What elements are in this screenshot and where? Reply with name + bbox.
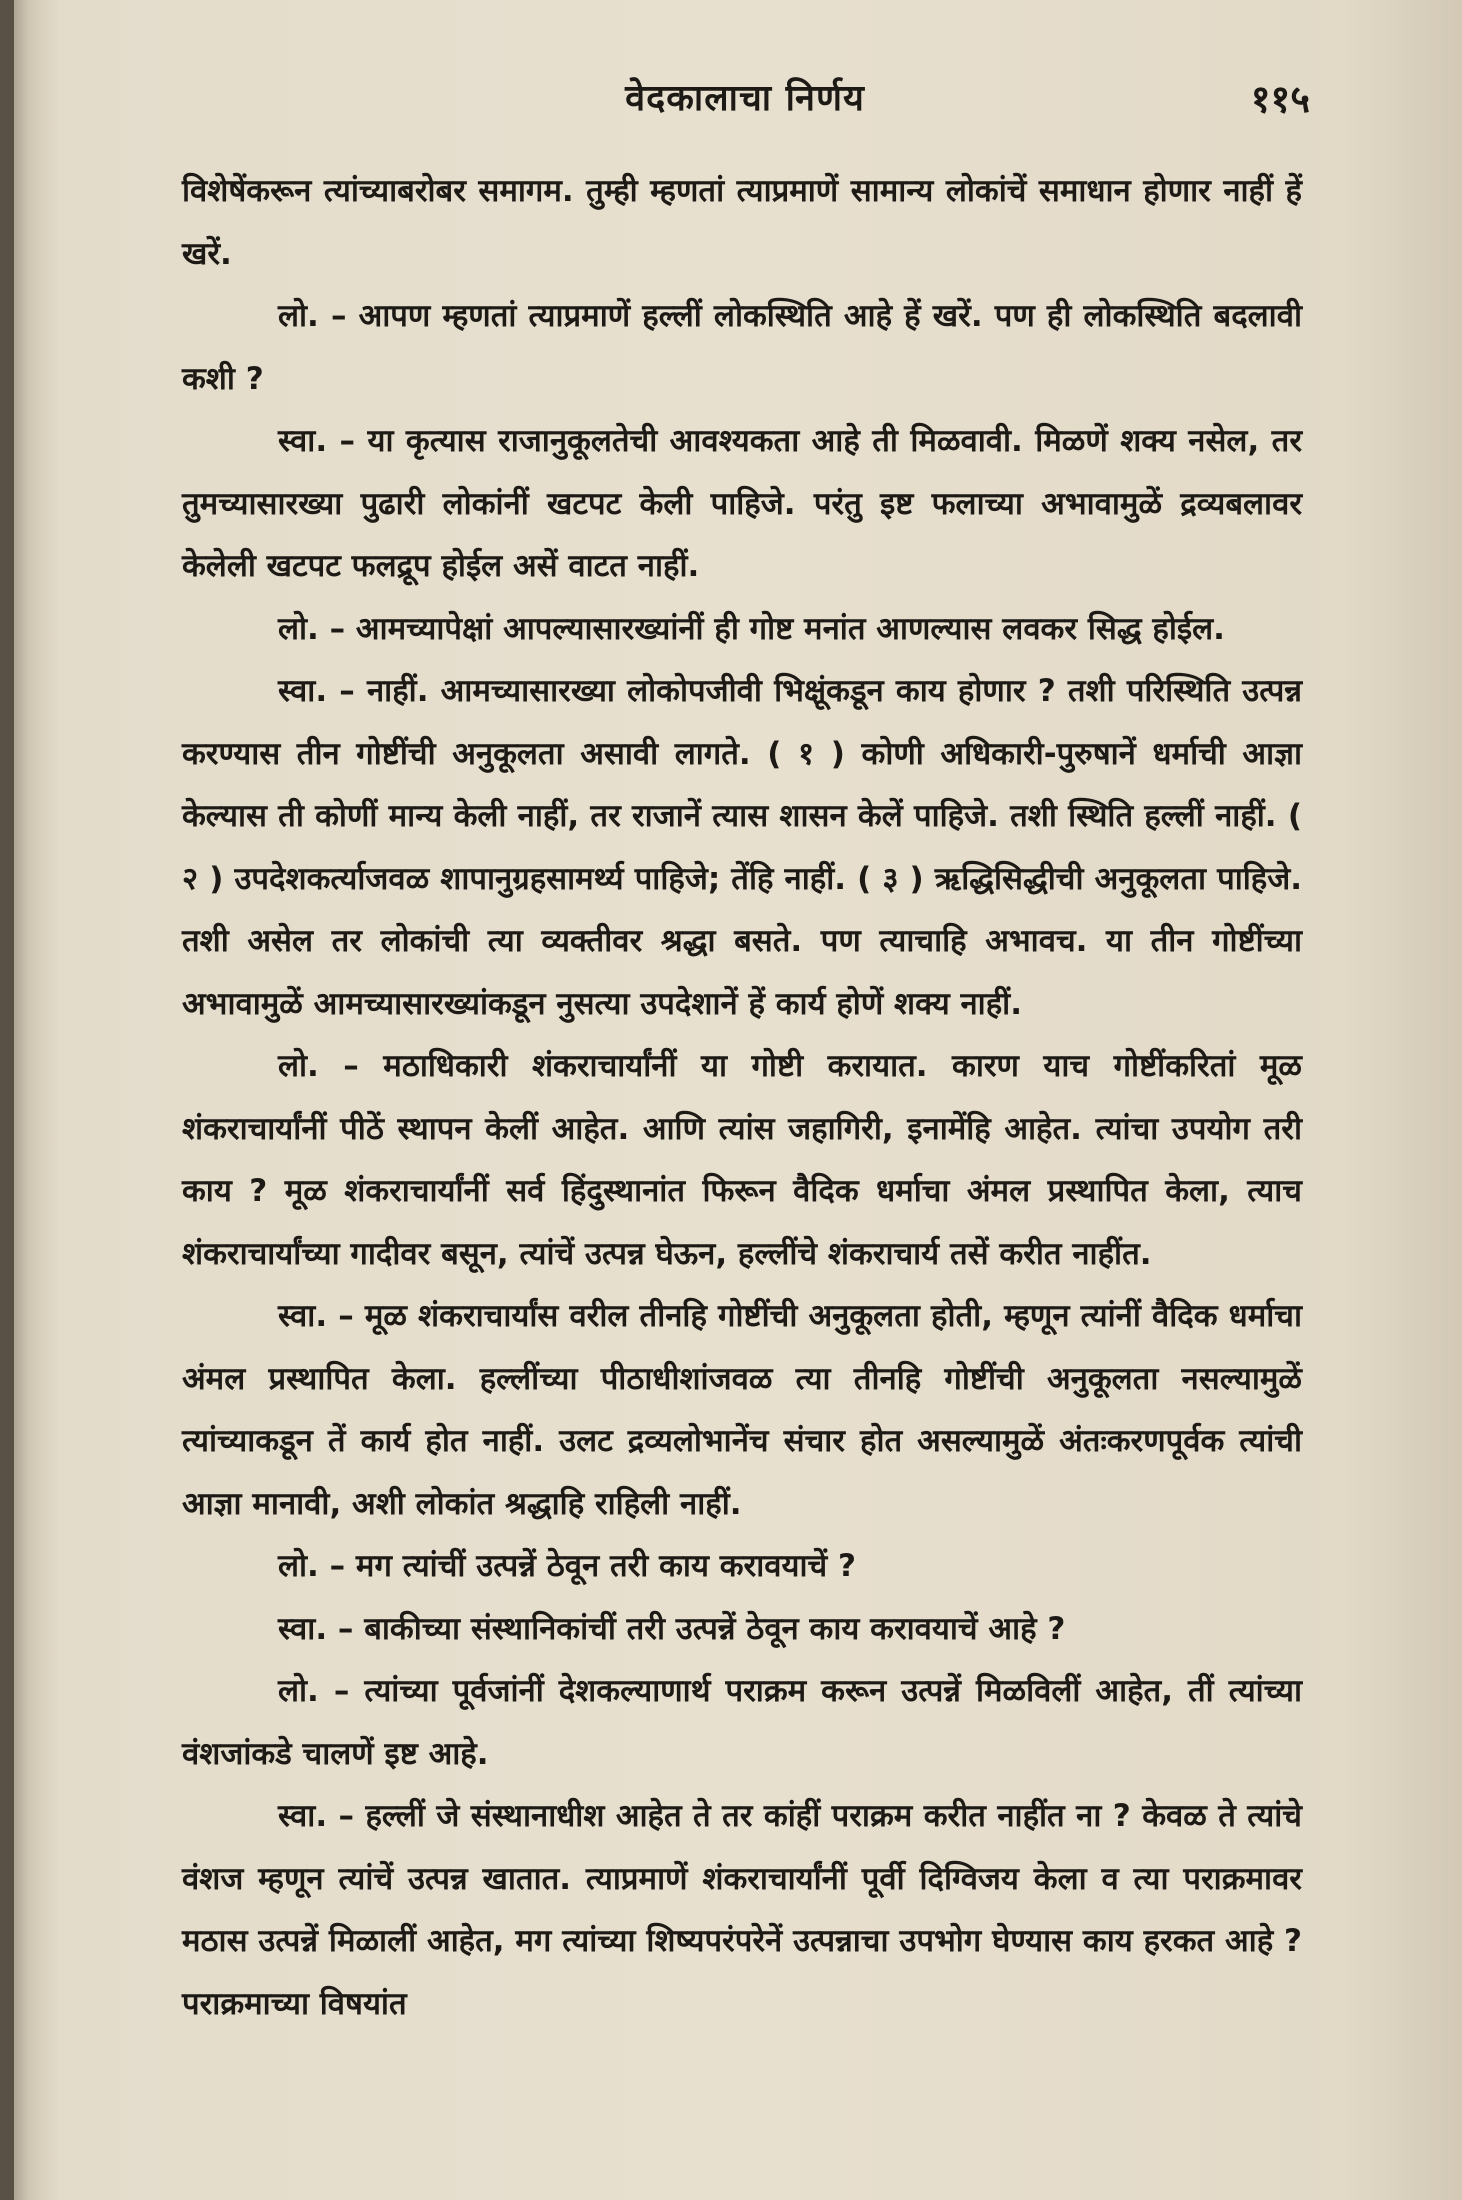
speaker-label: लो. – [278, 1548, 356, 1584]
paragraph-text: मठाधिकारी शंकराचार्यांनीं या गोष्टी करायात. कारण याच गोष्टींकरितां मूळ शंकराचार्यांनीं पीठें स्थापन केलीं आहेत. आणि त्यांस जहागिरी, इनामेंहि आहेत. त्यांचा उपयोग तरी काय ? मूळ शंकराचार्यांनीं सर्व हिंदुस्थानांत फिरून वैदिक धर्माचा अंमल प्रस्थापित केला, त्याच शंकराचार्यांच्या गादीवर बसून, त्यांचें उत्पन्न घेऊन, हल्लींचे शंकराचार्य तसें करीत नाहींत. [182, 1048, 1302, 1272]
paragraph-text: आपण म्हणतां त्याप्रमाणें हल्लीं लोकस्थिति आहे हें खरें. पण ही लोकस्थिति बदलावी कशी ? [182, 298, 1302, 397]
paragraph-text: त्यांच्या पूर्वजांनीं देशकल्याणार्थ पराक्रम करून उत्पन्नें मिळविलीं आहेत, तीं त्यांच्या वंशजांकडे चालणें इष्ट आहे. [182, 1673, 1302, 1772]
speaker-label: स्वा. – [278, 1798, 366, 1834]
paragraph-text: मग त्यांचीं उत्पन्नें ठेवून तरी काय करावयाचें ? [355, 1548, 856, 1584]
paragraph [182, 410, 1302, 598]
paragraph [182, 1285, 1302, 1535]
paragraph [182, 1785, 1302, 2035]
paragraph-text: विशेषेंकरून त्यांच्याबरोबर समागम. तुम्ही म्हणतां त्याप्रमाणें सामान्य लोकांचें समाधान होणार नाहीं हें खरें. [182, 173, 1302, 272]
paragraph [182, 1035, 1302, 1285]
body-text [182, 160, 1302, 2035]
paragraph [182, 160, 1302, 285]
paragraph-text: मूळ शंकराचार्यांस वरील तीनहि गोष्टींची अनुकूलता होती, म्हणून त्यांनीं वैदिक धर्माचा अंमल प्रस्थापित केला. हल्लींच्या पीठाधीशांजवळ त्या तीनहि गोष्टींची अनुकूलता नसल्यामुळें त्यांच्याकडून तें कार्य होत नाहीं. उलट द्रव्यलोभानेंच संचार होत असल्यामुळें अंतःकरणपूर्वक त्यांची आज्ञा मानावी, अशी लोकांत श्रद्धाहि राहिली नाहीं. [182, 1298, 1302, 1522]
running-title: वेदकालाचा निर्णय [625, 78, 865, 119]
paragraph-text: बाकीच्या संस्थानिकांचीं तरी उत्पन्नें ठेवून काय करावयाचें आहे ? [364, 1610, 1066, 1647]
paragraph [182, 660, 1302, 1035]
speaker-label: स्वा. – [278, 673, 367, 709]
paragraph-text: या कृत्यास राजानुकूलतेची आवश्यकता आहे ती मिळवावी. मिळणें शक्य नसेल, तर तुमच्यासारख्या पुढारी लोकांनीं खटपट केली पाहिजे. परंतु इष्ट फलाच्या अभावामुळें द्रव्यबलावर केलेली खटपट फलद्रूप होईल असें वाटत नाहीं. [182, 423, 1303, 584]
paragraph [182, 598, 1302, 661]
speaker-label: लो. – [278, 298, 359, 334]
page-header [180, 72, 1310, 132]
speaker-label: लो. – [278, 610, 356, 647]
speaker-label: स्वा. – [278, 1298, 365, 1334]
speaker-label: लो. – [278, 1048, 384, 1084]
speaker-label: स्वा. – [278, 423, 368, 459]
speaker-label: लो. – [278, 1673, 365, 1709]
paragraph [182, 285, 1302, 410]
speaker-label: स्वा. – [278, 1610, 365, 1647]
page-number: ११५ [1250, 77, 1310, 121]
paragraph-text: आमच्यापेक्षां आपल्यासारख्यांनीं ही गोष्ट मनांत आणल्यास लवकर सिद्ध होईल. [355, 610, 1225, 647]
paragraph-text: नाहीं. आमच्यासारख्या लोकोपजीवी भिक्षूंकडून काय होणार ? तशी परिस्थिति उत्पन्न करण्यास तीन गोष्टींची अनुकूलता असावी लागते. ( १ ) कोणी अधिकारी-पुरुषानें धर्माची आज्ञा केल्यास ती कोणीं मान्य केली नाहीं, तर राजानें त्यास शासन केलें पाहिजे. तशी स्थिति हल्लीं नाहीं. ( २ ) उपदेशकर्त्याजवळ शापानुग्रहसामर्थ्य पाहिजे; तेंहि नाहीं. ( ३ ) ऋद्धिसिद्धीची अनुकूलता पाहिजे. तशी असेल तर लोकांची त्या व्यक्तीवर श्रद्धा बसते. पण त्याचाहि अभावच. या तीन गोष्टींच्या अभावामुळें आमच्यासारख्यांकडून नुसत्या उपदेशानें हें कार्य होणें शक्य नाहीं. [182, 673, 1302, 1022]
paragraph [182, 1535, 1302, 1598]
paragraph-text: हल्लीं जे संस्थानाधीश आहेत ते तर कांहीं पराक्रम करीत नाहींत ना ? केवळ ते त्यांचे वंशज म्हणून त्यांचें उत्पन्न खातात. त्याप्रमाणें शंकराचार्यांनीं पूर्वी दिग्विजय केला व त्या पराक्रमावर मठास उत्पन्नें मिळालीं आहेत, मग त्यांच्या शिष्यपरंपरेनें उत्पन्नाचा उपभोग घेण्यास काय हरकत आहे ? पराक्रमाच्या विषयांत [182, 1798, 1302, 2022]
paragraph [182, 1660, 1302, 1785]
paragraph [182, 1598, 1302, 1661]
